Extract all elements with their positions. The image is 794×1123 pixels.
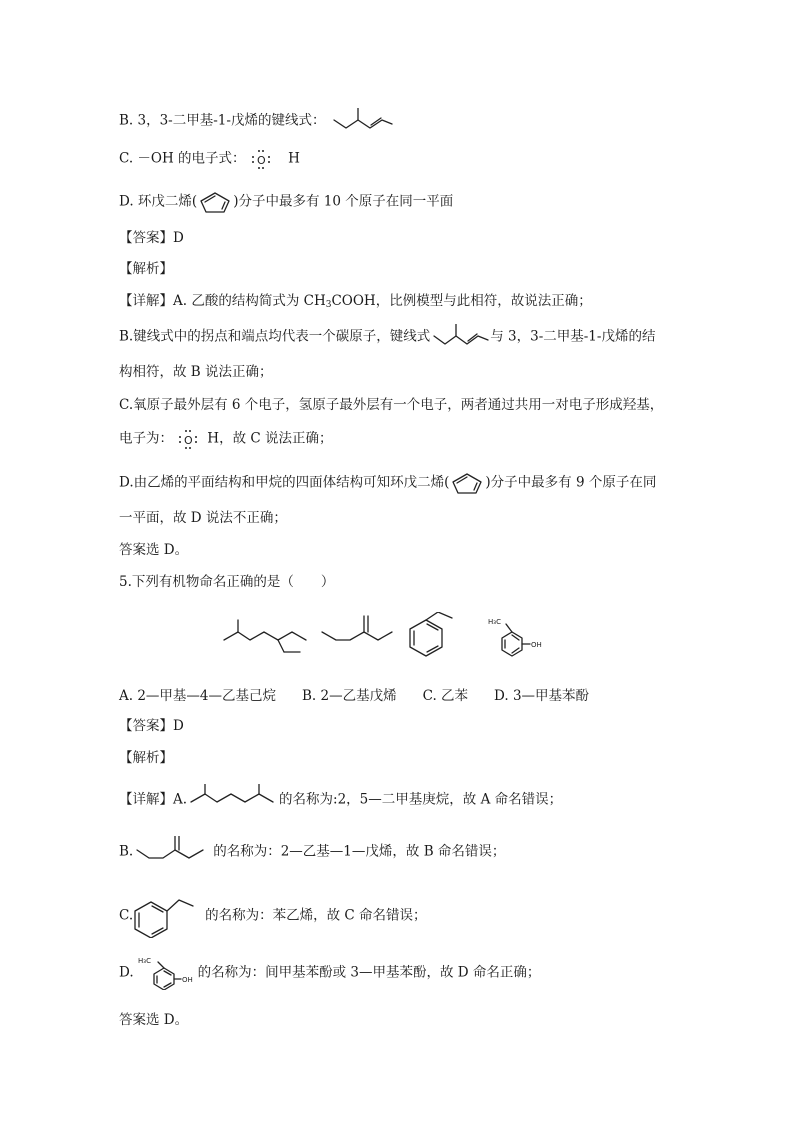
- explain2-a: [119, 784, 562, 816]
- option-b-text: B. 3，3-二甲基-1-戊烯的键线式：: [119, 112, 326, 129]
- answer-2: 【答案】D: [119, 718, 184, 734]
- svg-text:O: O: [256, 154, 266, 167]
- explain-b-1: [119, 324, 655, 350]
- explain-a-sub: 3: [325, 300, 332, 310]
- explain-a-text-1: 【详解】A. 乙酸的结构简式为 CH: [119, 293, 326, 309]
- explain2-b-text-1: B.: [119, 843, 134, 860]
- question-5: 5.下列有机物命名正确的是（ ）: [119, 574, 335, 590]
- option-d-name: D. 3—甲基苯酚: [494, 688, 590, 704]
- structure-b-inline: [133, 836, 213, 868]
- option-c: [119, 148, 300, 170]
- option-d-text-2: )分子中最多有 10 个原子在同一平面: [233, 193, 454, 210]
- explain-d-1: [119, 471, 656, 495]
- explain-c-h: H: [207, 430, 220, 447]
- answer-select-1: 答案选 D。: [119, 542, 189, 558]
- structure-a-inline: [187, 784, 279, 816]
- skeletal-33-dimethyl-1-pentene-inline: [430, 324, 490, 350]
- svg-text:O: O: [184, 434, 193, 447]
- oh-electron-formula: [250, 148, 284, 170]
- explain-d-text-2: )分子中最多有 9 个原子在同: [485, 474, 657, 491]
- explain-a: [119, 291, 592, 315]
- explain2-c: [119, 894, 427, 938]
- ch3-label-inline: H₃C: [137, 957, 151, 965]
- explain-b-text-2: 与 3，3-二甲基-1-戊烯的结: [490, 328, 656, 345]
- answer-1: 【答案】D: [119, 230, 184, 246]
- option-c-h: H: [288, 150, 300, 167]
- explain-b-2: 构相符，故 B 说法正确；: [119, 364, 273, 380]
- option-c-text: C. －OH 的电子式：: [119, 150, 246, 167]
- explain2-a-text-1: 【详解】A.: [119, 791, 188, 808]
- explain2-c-text-2: 的名称为：苯乙烯，故 C 命名错误；: [205, 907, 427, 924]
- explain-b-text-1: B.键线式中的拐点和端点均代表一个碳原子，键线式: [119, 328, 431, 345]
- explain-c-text-1: 电子为：: [119, 430, 173, 447]
- option-d: [119, 190, 453, 214]
- explain-d-text-1: D.由乙烯的平面结构和甲烷的四面体结构可知环戊二烯(: [119, 474, 450, 491]
- ch3-label-q5: H₃C: [488, 618, 501, 626]
- answer-select-2: 答案选 D。: [119, 1012, 189, 1028]
- oh-label-inline: OH: [181, 976, 193, 984]
- analysis-2: 【解析】: [119, 750, 173, 766]
- explain-c-text-2: ，故 C 说法正确；: [219, 430, 333, 447]
- analysis-1: 【解析】: [119, 261, 173, 277]
- option-b: [119, 108, 394, 134]
- oh-label-q5: OH: [531, 641, 542, 649]
- explain2-b: [119, 836, 505, 868]
- option-c-name: C. 乙苯: [422, 688, 469, 704]
- explain-c-1: C.氧原子最外层有 6 个电子，氢原子最外层有一个电子，两者通过共用一对电子形成羟基，: [119, 397, 664, 413]
- explain-c-2: [119, 428, 333, 450]
- option-a-name: A. 2—甲基—4—乙基己烷: [119, 688, 277, 704]
- question-5-options: [119, 686, 589, 706]
- skeletal-33-dimethyl-1-pentene: [330, 108, 394, 134]
- explain2-d: [119, 956, 540, 990]
- cyclopentadiene-structure-inline: [449, 471, 485, 495]
- structure-d: [488, 618, 542, 656]
- explain2-d-text-2: 的名称为：间甲基苯酚或 3—甲基苯酚，故 D 命名正确；: [197, 964, 541, 981]
- question-5-structures: [218, 612, 598, 664]
- structure-c-inline: [133, 894, 205, 938]
- structure-d-inline: [134, 956, 198, 990]
- oh-electron-formula-inline: [177, 428, 207, 450]
- explain-a-text-2: COOH，比例模型与此相符，故说法正确；: [331, 293, 592, 309]
- structure-c: [410, 612, 452, 656]
- explain-d-2: 一平面，故 D 说法不正确；: [119, 510, 287, 526]
- explain2-d-text-1: D.: [119, 964, 134, 981]
- structure-b: [322, 616, 392, 640]
- explain2-a-text-2: 的名称为:2，5—二甲基庚烷，故 A 命名错误；: [279, 791, 563, 808]
- structure-a: [224, 620, 306, 652]
- option-b-name: B. 2—乙基戊烯: [302, 688, 397, 704]
- explain2-c-text-1: C.: [119, 907, 134, 924]
- option-d-text-1: D. 环戊二烯(: [119, 193, 198, 210]
- explain2-b-text-2: 的名称为：2—乙基—1—戊烯，故 B 命名错误；: [213, 843, 506, 860]
- cyclopentadiene-structure: [197, 190, 233, 214]
